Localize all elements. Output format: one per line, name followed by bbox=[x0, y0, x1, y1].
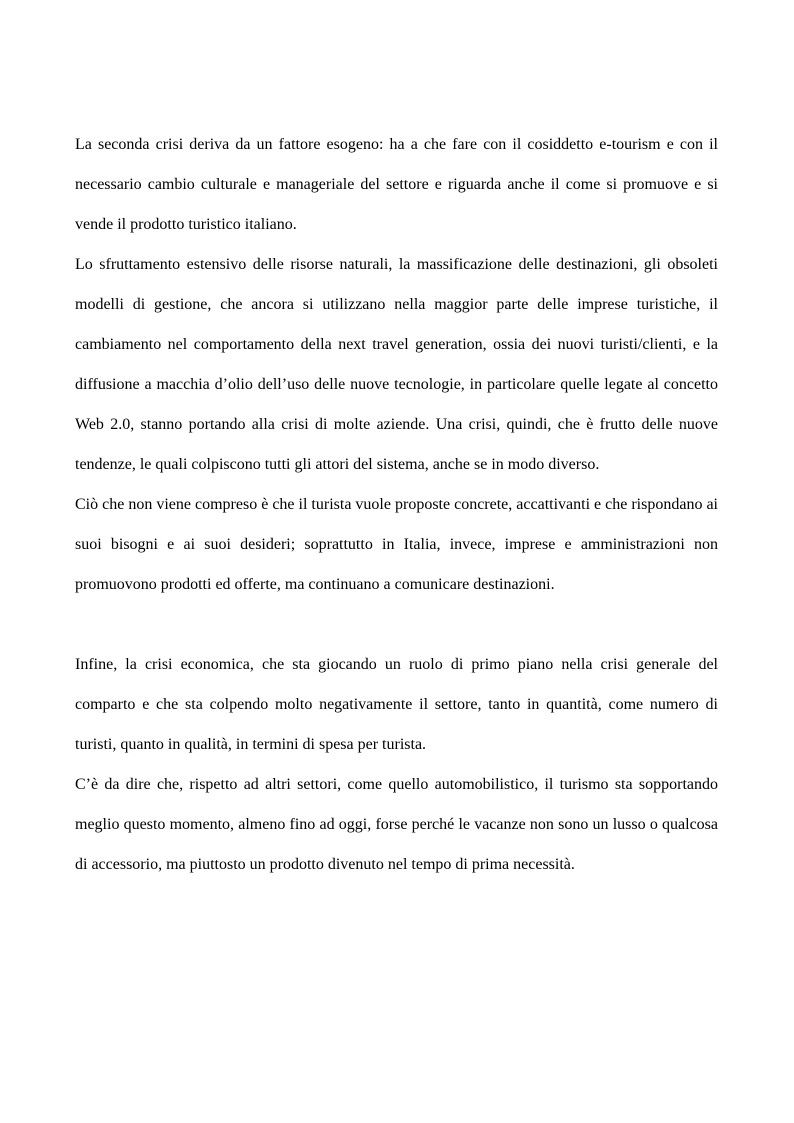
paragraph-other-sectors: C’è da dire che, rispetto ad altri settori, come quello automobilistico, il turismo sta sopportando meglio questo momento, almeno fino ad oggi, forse perché le vacanze non sono un lusso o qualcosa di accessorio, ma piuttosto un prodotto divenuto nel tempo di prima necessità. bbox=[75, 776, 718, 873]
paragraph-spacer bbox=[75, 605, 718, 645]
paragraph-economic-crisis: Infine, la crisi economica, che sta giocando un ruolo di primo piano nella crisi generale del comparto e che sta colpendo molto negativamente il settore, tanto in quantità, come numero di turisti, quanto in qualità, in termini di spesa per turista. bbox=[75, 656, 718, 753]
document-page bbox=[75, 125, 718, 885]
paragraph-e-tourism: La seconda crisi deriva da un fattore esogeno: ha a che fare con il cosiddetto e-tourism e con il necessario cambio culturale e manageriale del settore e riguarda anche il come si promuove e si vende il prodotto turistico italiano. bbox=[75, 136, 718, 233]
paragraph-resources: Lo sfruttamento estensivo delle risorse naturali, la massificazione delle destinazioni, gli obsoleti modelli di gestione, che ancora si utilizzano nella maggior parte delle imprese turistiche, il cambiamento nel comportamento della next travel generation, ossia dei nuovi turisti/clienti, e la diffusione a macchia d’olio dell’uso delle nuove tecnologie, in particolare quelle legate al concetto Web 2.0, stanno portando alla crisi di molte aziende. Una crisi, quindi, che è frutto delle nuove tendenze, le quali colpiscono tutti gli attori del sistema, anche se in modo diverso. bbox=[75, 256, 718, 473]
paragraph-tourist-needs: Ciò che non viene compreso è che il turista vuole proposte concrete, accattivanti e che rispondano ai suoi bisogni e ai suoi desideri; soprattutto in Italia, invece, imprese e amministrazioni non promuovono prodotti ed offerte, ma continuano a comunicare destinazioni. bbox=[75, 496, 718, 593]
